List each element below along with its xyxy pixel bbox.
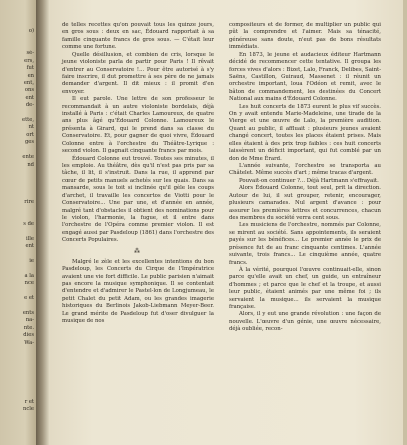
paragraph: L'année suivante, l'orchestre se transporta au Châtelet. Même succès d'art ; même tracas d'argent.	[229, 163, 381, 177]
left-page-text-fragment: ncle	[23, 406, 34, 413]
left-page-text-fragment: nce	[24, 280, 34, 287]
left-page-text-fragment: ille	[25, 235, 34, 242]
left-page-text-fragment: ent	[25, 94, 34, 101]
left-page-text-fragment: ges	[24, 139, 34, 146]
paragraph: Quelle désillusion, et combien de cris, lorsque le jeune violoniste parla de partir pour Paris ! Il rêvait d'entrer au Conservatoire !... Pour être autorisé à s'y faire inscrire, il dut promettre à ses père de ne jamais demander d'argent. Il dit mieux : il promit d'en envoyer.	[62, 51, 214, 95]
left-page-text-fragment: nt	[28, 124, 34, 131]
left-page-text-fragment: nd	[27, 161, 34, 168]
left-page-text-fragment: ons	[24, 87, 34, 94]
left-page-text-fragment: ent	[25, 243, 34, 250]
paragraph: Pouvait-on continuer ?... Déjà Hartmann s'effrayait.	[239, 177, 379, 184]
paragraph: Malgré le zèle et les excellentes intentions du bon Pasdeloup, les Concerts du Cirque de l'Impératrice avaient une vie fort difficile. Le public parisien n'aimait pas encore la musique symphonique. Il se contentait d'entendre et d'admirer le Pastel-lon de Longjumeau, le petit Chalet du petit Adam, ou les grandes imagerie historiques du Berlinois Jakob-Liebmann Meyer-Beer. Le grand mérite de Pasdeloup fut d'oser divulguer la musique de nos	[62, 258, 214, 325]
paragraph: de telles recettes qu'on pouvait tous les quinze jours, en gros sous : deux en sac, Édouard rapportait à sa famille cinquante francs de gros sous. — C'était leur comme une fortune.	[62, 22, 214, 51]
left-page-text-fragment: na-	[25, 317, 34, 324]
left-page-text-fragment: de-	[25, 102, 34, 109]
paragraph: À la vérité, pourquoi l'œuvre continuait-elle, sinon parce qu'elle avait un chef, un guide, un entraîneur d'hommes ; et parce que le chef et la troupe, et aussi leur public, étaient animés par une même foi ; ils servaient la musique... ils servaient la musique française.	[229, 266, 381, 311]
left-page-text-fragment: e et	[24, 295, 34, 302]
left-page-text-fragment: en	[27, 72, 34, 79]
left-page-text-fragment: r et	[24, 399, 34, 405]
paragraph: Les huit concerts de 1873 eurent le plus vif succès. On y avait entendu Marie-Madeleine, une tirade de la Vierge et une œuvre de Lalo, la première audition. Quant au public, il affluait : plusieurs jeunes avaient changé concert, toutes les places étaient prises. Mais elles étaient à des prix trop faibles : ces huit concerts laissèrent un déficit important, qui fut comblé par un don de Mme Érard.	[229, 103, 381, 162]
section-separator: ⁂	[134, 247, 142, 255]
paragraph: Alors, il y eut une grande révolution : une façon de nouvelle. L'œuvre d'un génie, une œuvre nécessaire, déjà oubliée, recon-	[229, 311, 381, 333]
page-edge	[403, 0, 407, 445]
left-page-text-fragment: a la	[24, 272, 34, 279]
left-page-text-fragment: ers,	[24, 57, 34, 64]
left-page-text-fragment: nte.	[23, 324, 34, 331]
left-page-text-fragment: ent,	[23, 79, 34, 86]
paragraph: Alors Édouard Colonne, tout seul, prit la direction. Autour de lui, il sut grouper, retenir, encourager, plusieurs camarades. Nul argent d'avance : pour assurer les premières lettres et concurrences, chacun des membres du société verra cent sous.	[229, 185, 381, 221]
left-page-text-fragment: ette,	[22, 117, 34, 124]
left-page-text-fragment: dies	[23, 332, 34, 339]
left-page-text-fragment: o)	[28, 28, 34, 34]
left-page-text-fragment: fut	[26, 65, 34, 72]
left-page-text-fragment: ort	[26, 131, 34, 138]
left-page-text-fragment: ents	[22, 309, 34, 316]
text-column-left	[62, 22, 214, 325]
left-page-text-fragment: Wa-	[24, 339, 34, 346]
left-page-text-fragment: sé-	[26, 50, 34, 57]
left-page-text-fragment: ie	[29, 258, 34, 265]
left-page-text-fragment: rire	[24, 198, 34, 205]
book-gutter	[36, 0, 50, 445]
left-page-text-fragment: ente	[22, 154, 34, 161]
paragraph: En 1873, le jeune et audacieux éditeur Hartmann décidé de recommencer cette tentative. Il groupa les forces vives d'alors : Bizet, Lalo, Franck, Delibes, Saint-Saëns, Castillon, Guiraud, Massenet : il réunit un orchestre important, loua l'Odéon et remit, avec le bâton de commandement, les destinées du Concert National aux mains d'Édouard Colonne.	[229, 51, 381, 103]
paragraph: Les musiciens de l'orchestre, nommés par Colonne, se mirent au société. Sans appointements, ils seraient payés sur les bénéfices... Le premier année le prix de présence fut de au franc cinquante centimes. L'année suivante, trois francs... Le cinquième année, quatre francs.	[229, 222, 381, 266]
paragraph: Édouard Colonne eut trouvé. Toutes ses minutes, il les emploie. Au théâtre, dès qu'il n'est pas pris par sa tâche, il lit, il s'instruit. Dans la rue, il apprend par cœur de petits manuels achetés sur les quais. Dans sa mansarde, sous le toit si inclinée qu'il gèle les coups d'archet, il travaille les concertos de Viotti pour le Conservatoire... Une par une, et d'année en année, malgré tant d'obstacles il obtient des nominations pour le violon, l'harmonie, la fugue, et il entre dans l'orchestre de l'Opéra comme premier violon. Il est engagé aussi par Pasdeloup (1861) dans l'orchestre des Concerts Populaires.	[62, 155, 214, 244]
paragraph: compositeurs et de former, de multiplier un public qui pût la comprendre et l'aimer. Mais sa ténacité, généreuse sans doute, n'eut pas de bons résultats immédiats.	[229, 22, 381, 51]
text-column-right	[229, 22, 381, 334]
left-page-text-fragment: s de	[23, 220, 34, 227]
left-page-edge	[0, 0, 36, 445]
paragraph: Il eut parole. Une lettre de son professeur le recommandait à un autre violoniste bordelais, déjà installé à Paris : c'était Charles Lamoureux, de quatre ans plus âgé qu'Édouard Colonne. Lamoureux le présenta à Girard, qui le prend dans sa classe du Conservatoire. Et, pour gagner de quoi vivre, Édouard Colonne entre à l'orchestre du Théâtre-Lyrique : second violon. Il gagnait cinquante francs par mois.	[62, 96, 214, 155]
